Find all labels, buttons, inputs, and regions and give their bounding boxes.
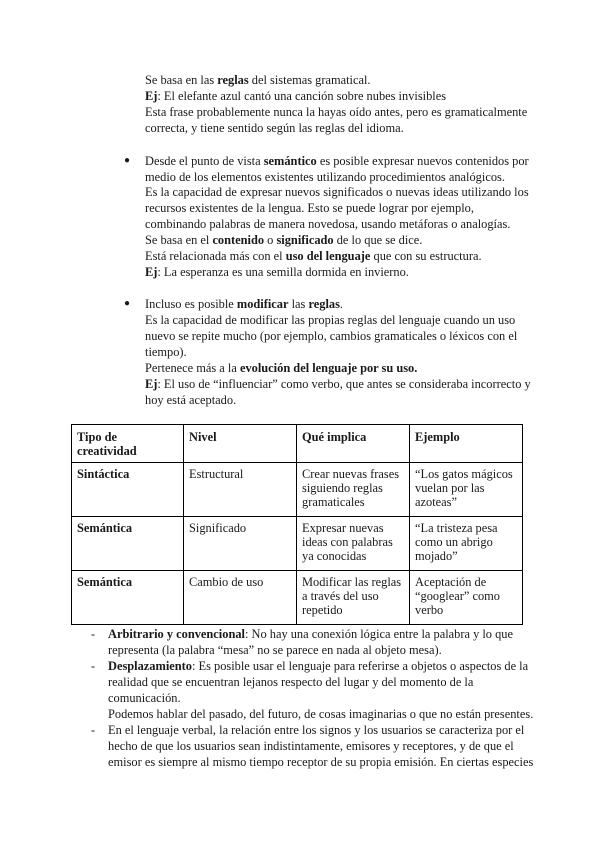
table-cell: “La tristeza pesa como un abrigo mojado”: [410, 517, 523, 571]
table-cell: Aceptación de “googlear” como verbo: [410, 571, 523, 625]
table-row: [72, 571, 523, 625]
desplazamiento-line-1: Desplazamiento: Es posible usar el lenguaje para referirse a objetos o aspectos de la: [108, 659, 529, 673]
modificar-line-7: hoy está aceptado.: [145, 393, 237, 407]
semantico-line-7: Está relacionada más con el uso del lenguaje que con su estructura.: [145, 249, 482, 263]
verbal-line-3: emisor es siempre al mismo tiempo receptor de su propia emisión. En ciertas especies: [108, 755, 534, 769]
table-header-cell: Ejemplo: [410, 425, 523, 463]
intro-line-4: correcta, y tiene sentido según las reglas del idioma.: [145, 121, 404, 135]
verbal-line-2: hecho de que los usuarios sean indistintamente, emisores y receptores, y de que el: [108, 739, 514, 753]
table-cell: Cambio de uso: [184, 571, 297, 625]
table-cell: Modificar las reglas a través del uso repetido: [297, 571, 410, 625]
table-header-row: [72, 425, 523, 463]
semantico-line-2: medio de los elementos existentes utilizando procedimientos analógicos.: [145, 170, 505, 184]
table-cell: Sintáctica: [72, 463, 184, 517]
modificar-line-3: nuevo se repite mucho (por ejemplo, cambios gramaticales o léxicos con el: [145, 329, 518, 343]
dash-marker: -: [91, 627, 96, 641]
table-cell: Semántica: [72, 517, 184, 571]
table-header-cell: Qué implica: [297, 425, 410, 463]
table-cell: Crear nuevas frases siguiendo reglas gramaticales: [297, 463, 410, 517]
semantico-line-6: Se basa en el contenido o significado de lo que se dice.: [145, 233, 423, 247]
table-cell: Significado: [184, 517, 297, 571]
semantico-line-4: recursos existentes de la lengua. Esto se puede lograr por ejemplo,: [145, 201, 474, 215]
intro-line-3: Esta frase probablemente nunca la hayas oído antes, pero es gramaticalmente: [145, 105, 528, 119]
desplazamiento-line-2: realidad que se encuentran lejanos respecto del lugar y del momento de la: [108, 675, 474, 689]
arbitrario-line-2: representa (la palabra “mesa” no se parece en nada al objeto mesa).: [108, 643, 442, 657]
intro-line-2: Ej: El elefante azul cantó una canción sobre nubes invisibles: [145, 89, 447, 103]
table-cell: Estructural: [184, 463, 297, 517]
modificar-line-1: Incluso es posible modificar las reglas.: [145, 297, 344, 311]
table-cell: “Los gatos mágicos vuelan por las azoteas”: [410, 463, 523, 517]
dash-marker: -: [91, 723, 96, 737]
table-row: [72, 517, 523, 571]
modificar-line-4: tiempo).: [145, 345, 187, 359]
semantico-line-3: Es la capacidad de expresar nuevos significados o nuevas ideas utilizando los: [145, 185, 529, 199]
bullet-icon: ●: [124, 298, 131, 309]
table-header-cell: Nivel: [184, 425, 297, 463]
table-cell: Semántica: [72, 571, 184, 625]
dash-marker: -: [91, 659, 96, 673]
verbal-line-1: En el lenguaje verbal, la relación entre los signos y los usuarios se caracteriza por el: [108, 723, 525, 737]
bullet-icon: ●: [124, 155, 131, 166]
creativity-table: [71, 424, 523, 625]
desplazamiento-line-3: comunicación.: [108, 691, 181, 705]
modificar-line-6: Ej: El uso de “influenciar” como verbo, que antes se consideraba incorrecto y: [145, 377, 531, 391]
table-row: [72, 463, 523, 517]
desplazamiento-line-4: Podemos hablar del pasado, del futuro, de cosas imaginarias o que no están presentes.: [108, 707, 534, 721]
table-cell: Expresar nuevas ideas con palabras ya conocidas: [297, 517, 410, 571]
semantico-line-8: Ej: La esperanza es una semilla dormida en invierno.: [145, 265, 409, 279]
modificar-line-2: Es la capacidad de modificar las propias reglas del lenguaje cuando un uso: [145, 313, 516, 327]
semantico-line-5: combinando palabras de manera novedosa, usando metáforas o analogías.: [145, 217, 511, 231]
arbitrario-line-1: Arbitrario y convencional: No hay una conexión lógica entre la palabra y lo que: [108, 627, 513, 641]
table-header-cell: Tipo de creatividad: [72, 425, 184, 463]
modificar-line-5: Pertenece más a la evolución del lenguaje por su uso.: [145, 361, 418, 375]
semantico-line-1: Desde el punto de vista semántico es posible expresar nuevos contenidos por: [145, 154, 529, 168]
intro-line-1: Se basa en las reglas del sistemas gramatical.: [145, 73, 371, 87]
